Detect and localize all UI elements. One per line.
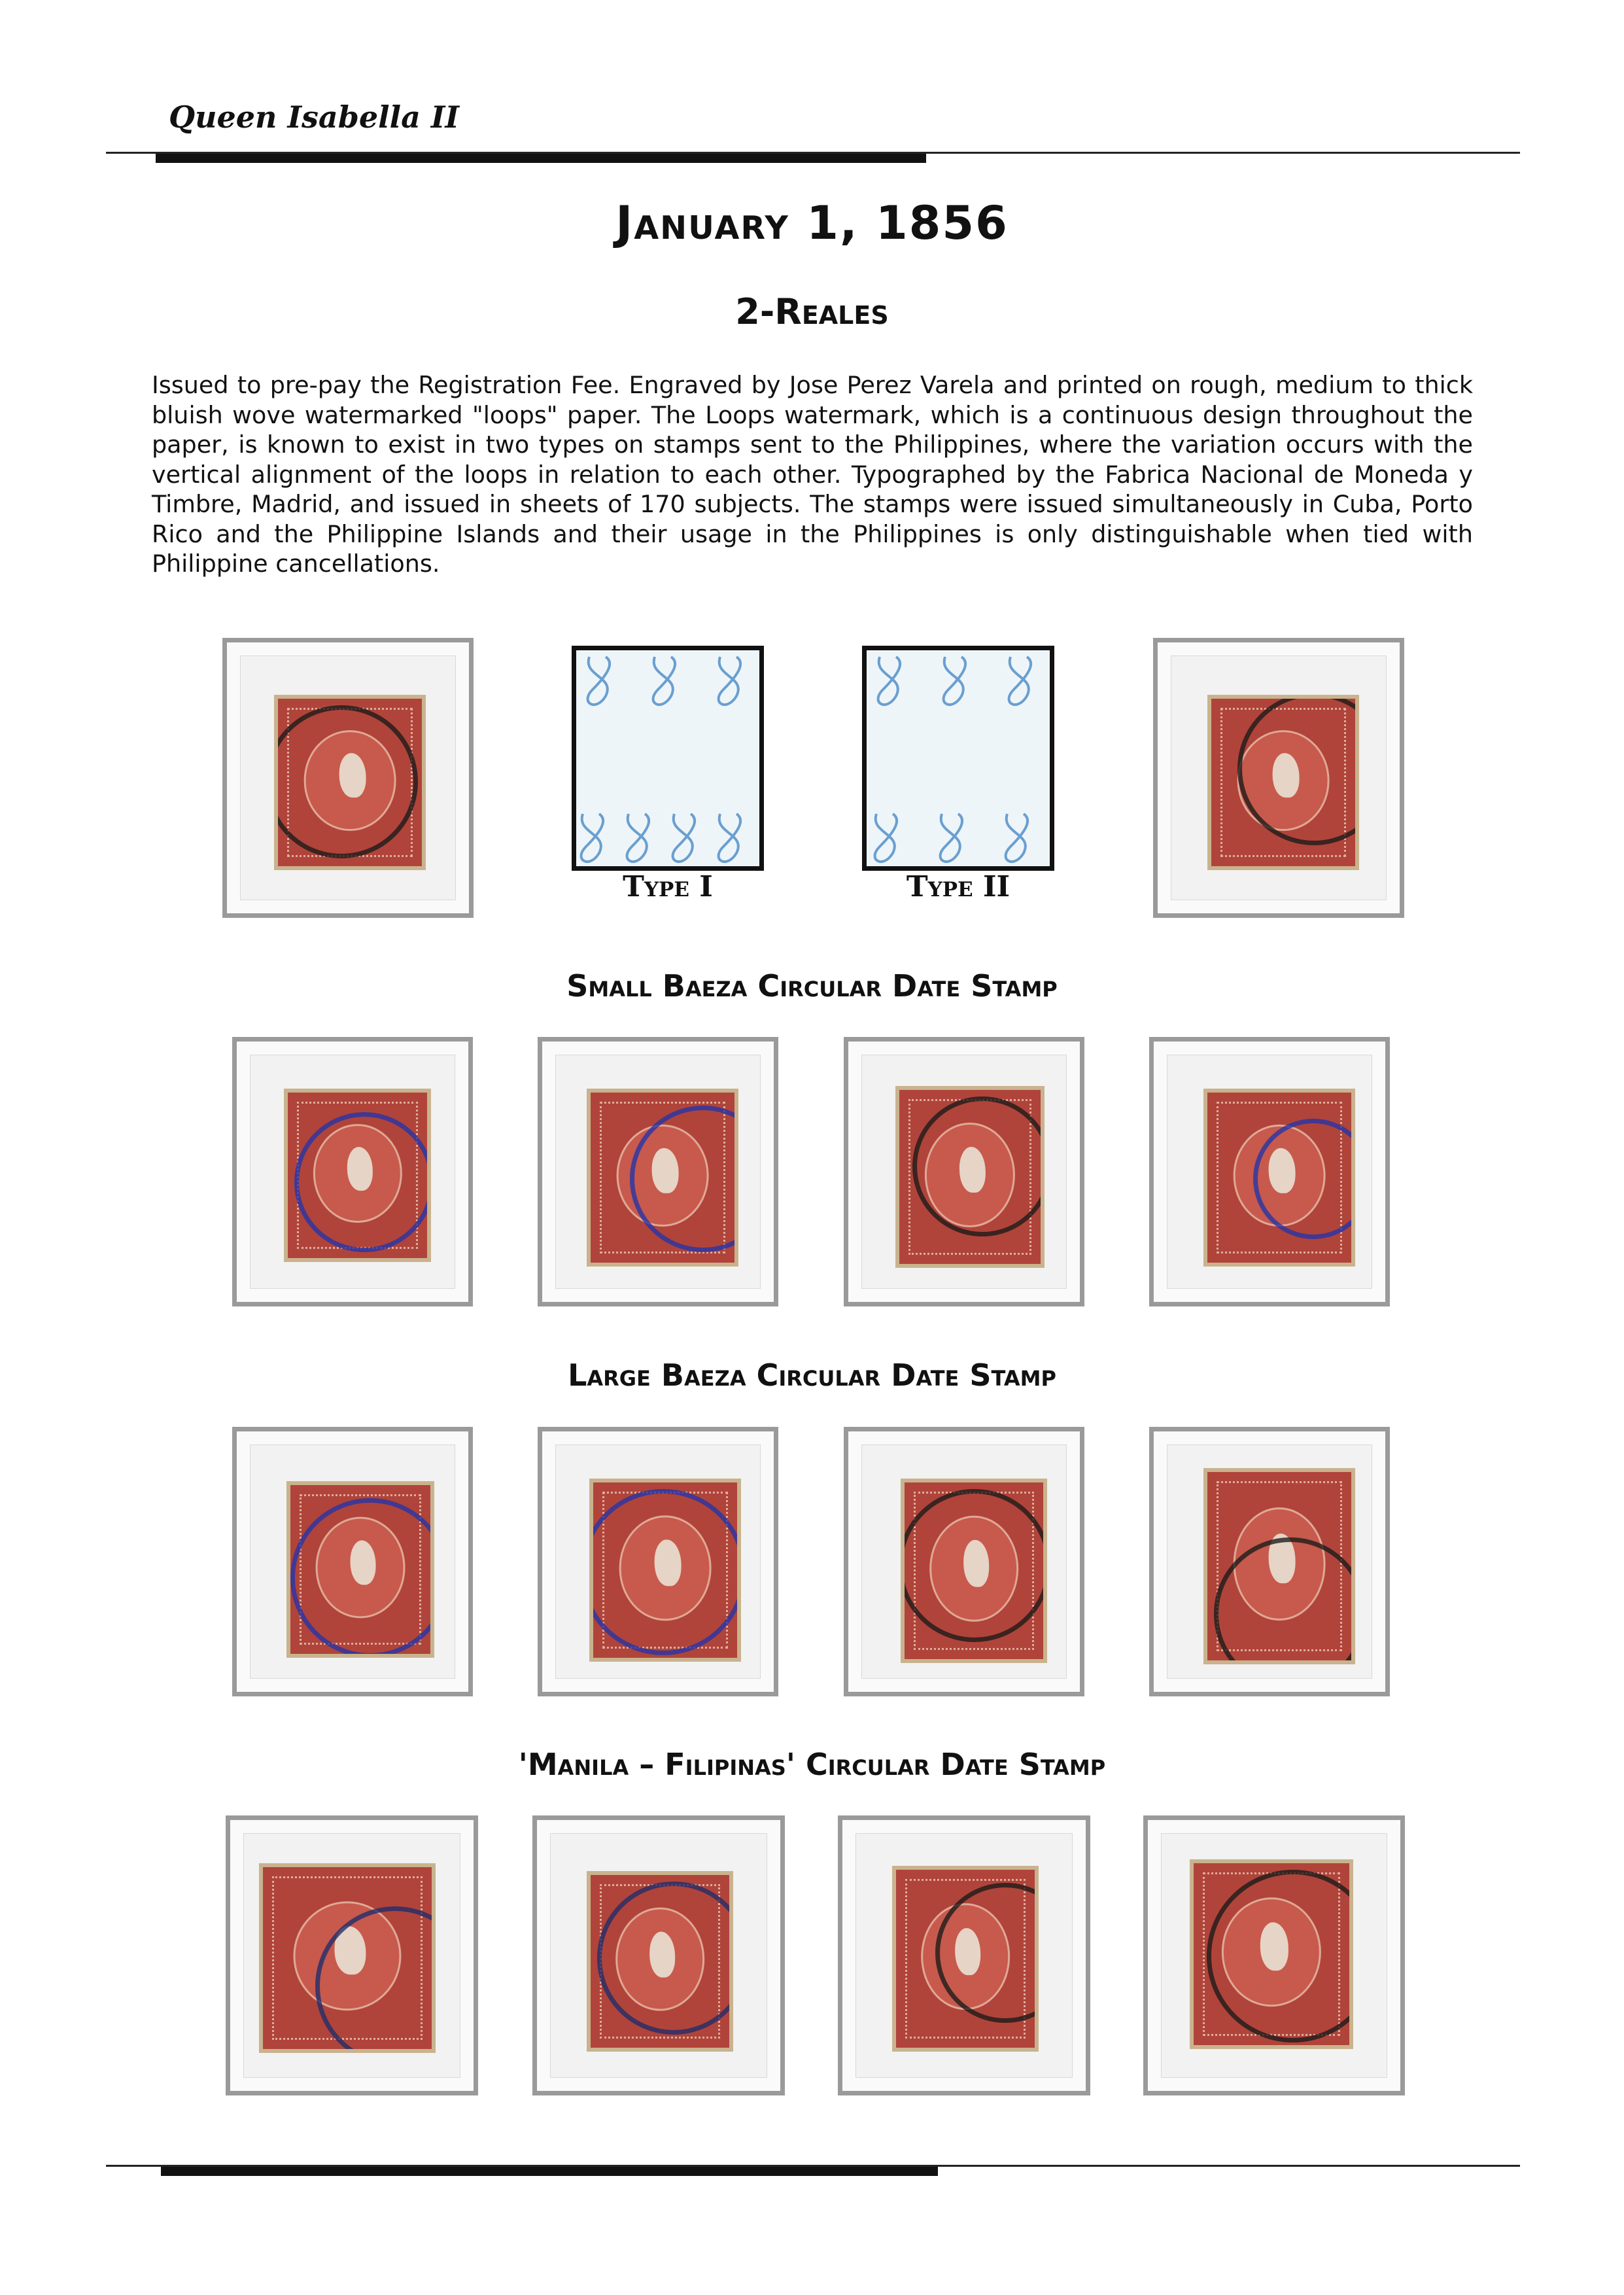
stamp-image [284, 1089, 431, 1262]
stamp-mount [232, 1427, 473, 1696]
issue-value-title: 2-Reales [735, 291, 889, 332]
stamp-image [901, 1479, 1047, 1663]
issue-description: Issued to pre-pay the Registration Fee. Engraved by Jose Perez Varela and printed on rough, medium to thick bluish wove watermarked "loops" paper. The Loops watermark, which is a continuous design throughout the paper, is known to exist in two types on stamps sent to the Philippines, where the variation occurs with the vertical alignment of the loops in relation to each other. Typographed by the Fabrica Nacional de Moneda y Timbre, Madrid, and issued in sheets of 170 subjects. The stamps were issued simultaneously in Cuba, Porto Rico and the Philippine Islands and their usage in the Philippines is only distinguishable when tied with Philippine cancellations. [152, 371, 1473, 578]
stamp-mount [538, 1427, 778, 1696]
stamp-mount [532, 1815, 785, 2095]
stamp-image [286, 1481, 434, 1658]
section-title-manila-filipinas: 'Manila – Filipinas' Circular Date Stamp [518, 1747, 1106, 1782]
stamp-mount [538, 1037, 778, 1306]
cancellation-mark [274, 705, 418, 858]
section-title-small-baeza: Small Baeza Circular Date Stamp [566, 968, 1058, 1004]
cancellation-mark [589, 1489, 741, 1655]
stamp-mount [1149, 1427, 1390, 1696]
loops-watermark-icon [576, 650, 759, 866]
header-rule-thick [156, 154, 926, 163]
stamp-image [1190, 1859, 1353, 2049]
watermark-type2-box [862, 646, 1054, 871]
stamp-image [274, 695, 426, 870]
cancellation-mark [901, 1489, 1047, 1642]
stamp-image [587, 1089, 738, 1267]
stamp-image [895, 1086, 1045, 1268]
section-title-large-baeza: Large Baeza Circular Date Stamp [568, 1358, 1056, 1393]
stamp-mount [222, 638, 474, 918]
cancellation-mark [1237, 695, 1359, 845]
stamp-mount [226, 1815, 478, 2095]
stamp-mount [844, 1427, 1084, 1696]
stamp-image [259, 1863, 436, 2053]
footer-rule-thick [161, 2167, 938, 2176]
stamp-image [587, 1871, 733, 2052]
stamp-mount [1149, 1037, 1390, 1306]
cancellation-mark [597, 1882, 733, 2035]
stamp-mount [232, 1037, 473, 1306]
cancellation-mark [290, 1498, 434, 1658]
stamp-image [589, 1479, 741, 1662]
watermark-type1-label: Type I [623, 870, 713, 903]
stamp-image [1203, 1468, 1355, 1664]
stamp-image [892, 1866, 1039, 2052]
stamp-mount [844, 1037, 1084, 1306]
stamp-mount [838, 1815, 1090, 2095]
stamp-image [1207, 695, 1359, 870]
cancellation-mark [1207, 1870, 1353, 2042]
issue-date-title: January 1, 1856 [615, 196, 1009, 250]
cancellation-mark [912, 1096, 1045, 1236]
watermark-type1-box [572, 646, 764, 871]
album-header-title: Queen Isabella II [169, 99, 459, 135]
cancellation-mark [294, 1112, 431, 1252]
watermark-type2-label: Type II [906, 870, 1011, 903]
stamp-mount [1153, 638, 1404, 918]
stamp-image [1203, 1089, 1355, 1267]
loops-watermark-icon [867, 650, 1050, 866]
stamp-mount [1143, 1815, 1405, 2095]
